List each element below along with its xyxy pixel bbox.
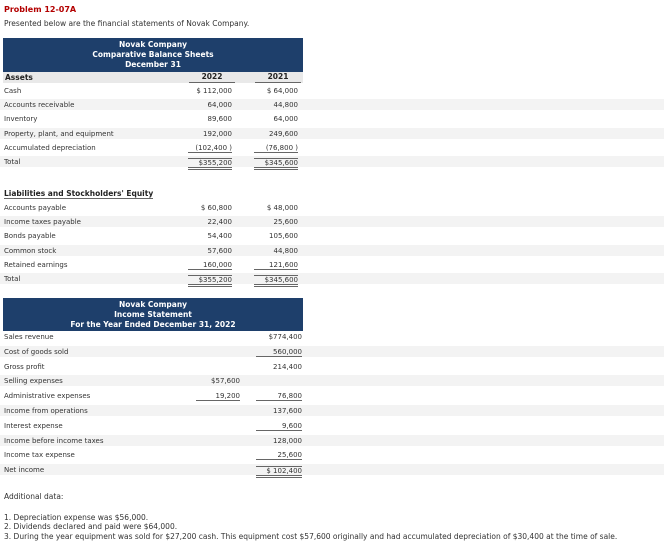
value-2021: (76,800 ) xyxy=(254,144,298,153)
bs-statement: Comparative Balance Sheets xyxy=(92,50,214,59)
value-2022: 54,400 xyxy=(207,232,232,241)
liabilities-heading: Liabilities and Stockholders' Equity xyxy=(4,189,154,198)
is-statement: Income Statement xyxy=(114,310,192,319)
is-outer-value: 128,000 xyxy=(273,436,302,445)
value-2022: 160,000 xyxy=(188,261,232,270)
row-band xyxy=(0,405,664,416)
value-2022: 22,400 xyxy=(207,218,232,227)
is-inner-value: $57,600 xyxy=(211,377,240,386)
bs-column-header xyxy=(3,72,303,83)
row-band xyxy=(0,156,664,167)
row-label: Total xyxy=(4,275,21,283)
value-2021: $ 64,000 xyxy=(266,87,298,95)
value-2022: 57,600 xyxy=(207,246,232,255)
row-label: Accumulated depreciation xyxy=(4,143,96,152)
additional-item-2: 2. Dividends declared and paid were $64,000. xyxy=(4,522,178,531)
value-2022: $ 60,800 xyxy=(200,204,232,212)
value-2021: 105,600 xyxy=(269,232,298,241)
value-2022: 64,000 xyxy=(207,101,232,110)
row-band xyxy=(0,216,664,227)
is-outer-value: 214,400 xyxy=(273,362,302,371)
row-label: Income taxes payable xyxy=(4,218,81,227)
assets-heading: Assets xyxy=(5,73,33,82)
is-outer-value: $ 102,400 xyxy=(256,466,302,478)
additional-item-3: 3. During the year equipment was sold for $27,200 cash. This equipment cost $57,600 originally and had accumulated depreciation of $30,400 at the time of sale. xyxy=(4,532,618,541)
bs-company: Novak Company xyxy=(118,40,188,49)
is-outer-value: 76,800 xyxy=(256,392,302,401)
is-outer-value: 25,600 xyxy=(256,451,302,460)
value-2022: $355,200 xyxy=(188,275,232,287)
row-label: Accounts receivable xyxy=(4,101,75,110)
value-2021: 121,600 xyxy=(254,261,298,270)
is-row-label: Income from operations xyxy=(4,407,88,415)
is-outer-value: $774,400 xyxy=(268,333,302,341)
balance-sheet-header xyxy=(3,38,303,74)
is-row-label: Selling expenses xyxy=(4,377,63,386)
problem-title: Problem 12-07A xyxy=(4,5,77,14)
year-2022-heading: 2022 xyxy=(189,72,235,83)
value-2021: $ 48,000 xyxy=(266,204,298,212)
additional-heading: Additional data: xyxy=(4,492,64,501)
row-label: Total xyxy=(4,158,21,166)
value-2021: $345,600 xyxy=(254,158,298,170)
row-label: Common stock xyxy=(4,246,57,255)
row-label: Retained earnings xyxy=(4,260,68,269)
is-row-label: Gross profit xyxy=(4,362,45,371)
income-statement-header xyxy=(3,298,303,331)
is-row-label: Income before income taxes xyxy=(4,436,104,445)
value-2021: 249,600 xyxy=(269,129,298,138)
is-row-label: Income tax expense xyxy=(4,451,75,460)
is-outer-value: 137,600 xyxy=(273,407,302,415)
is-period: For the Year Ended December 31, 2022 xyxy=(70,320,236,329)
value-2022: 89,600 xyxy=(207,115,232,124)
is-company: Novak Company xyxy=(118,300,188,309)
row-band xyxy=(0,346,664,357)
row-band xyxy=(0,99,664,110)
year-2021-heading: 2021 xyxy=(255,72,301,83)
is-row-label: Cost of goods sold xyxy=(4,347,69,356)
is-outer-value: 560,000 xyxy=(256,348,302,357)
row-band xyxy=(0,464,664,475)
value-2021: 44,800 xyxy=(273,246,298,255)
row-label: Property, plant, and equipment xyxy=(4,129,114,138)
is-row-label: Sales revenue xyxy=(4,333,54,341)
value-2022: (102,400 ) xyxy=(188,144,232,153)
is-inner-value: 19,200 xyxy=(196,392,240,401)
value-2021: 64,000 xyxy=(273,115,298,124)
row-label: Accounts payable xyxy=(4,204,66,212)
value-2021: $345,600 xyxy=(254,275,298,287)
is-outer-value: 9,600 xyxy=(256,422,302,431)
additional-item-1: 1. Depreciation expense was $56,000. xyxy=(4,513,149,522)
value-2021: 25,600 xyxy=(273,218,298,227)
row-band xyxy=(0,273,664,284)
row-label: Inventory xyxy=(4,115,38,124)
row-band xyxy=(0,375,664,386)
row-band xyxy=(0,245,664,256)
row-label: Cash xyxy=(4,87,22,95)
value-2022: $ 112,000 xyxy=(196,87,232,95)
is-row-label: Interest expense xyxy=(4,421,63,430)
value-2021: 44,800 xyxy=(273,101,298,110)
value-2022: 192,000 xyxy=(203,129,232,138)
is-row-label: Net income xyxy=(4,466,45,475)
bs-date: December 31 xyxy=(125,60,181,69)
value-2022: $355,200 xyxy=(188,158,232,170)
is-row-label: Administrative expenses xyxy=(4,392,91,401)
problem-intro: Presented below are the financial statements of Novak Company. xyxy=(4,19,250,28)
row-label: Bonds payable xyxy=(4,232,56,241)
